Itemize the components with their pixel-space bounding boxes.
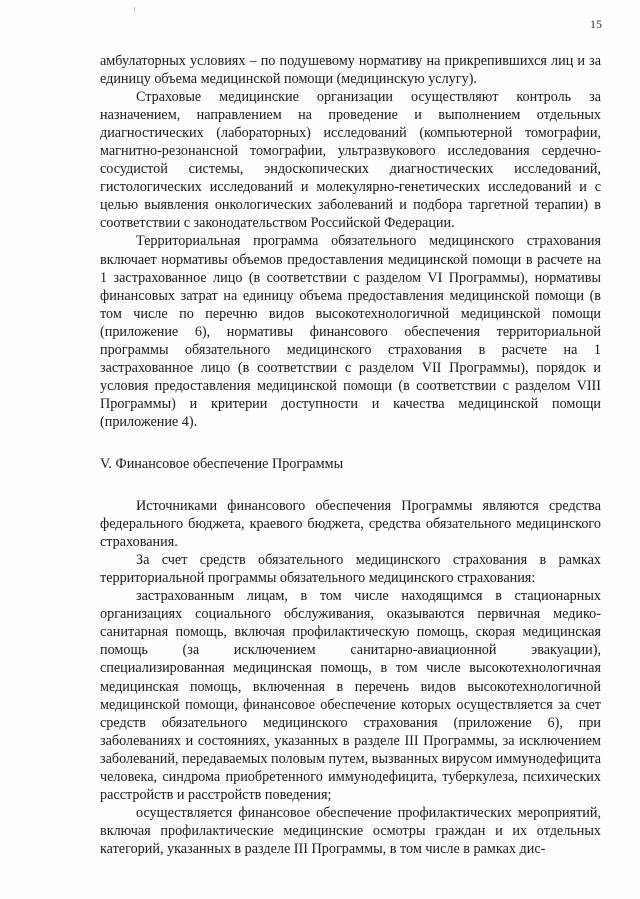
document-body <box>100 52 601 858</box>
page-number: 15 <box>590 17 602 31</box>
section-title: V. Финансовое обеспечение Программы <box>100 455 344 472</box>
paragraph-preventive-measures: осуществляется финансовое обеспечение профилактических мероприятий, включая профилактические медицинские осмотры граждан и их отдельных категорий, указанных в разделе III Программы, в том числе в рамках дис- <box>100 804 601 857</box>
paragraph-oms-funds: За счет средств обязательного медицинского страхования в рамках территориальной программы обязательного медицинского страхования: <box>100 552 601 587</box>
paragraph-insured-persons: застрахованным лицам, в том числе находящимся в стационарных организациях социального обслуживания, оказываются первичная медико-санитарная помощь, включая профилактическую помощь, скорая медицинская помощь (за исключением санитарно-авиационной эвакуации), специализированная медицинская помощь, в том числе высокотехнологичная медицинская помощь, включенная в перечень видов высокотехнологичной медицинской помощи, финансовое обеспечение которых осуществляется за счет средств обязательного медицинского страхования (приложение 6), при заболеваниях и состояниях, указанных в разделе III Программы, за исключением заболеваний, передаваемых половым путем, вызванных вирусом иммунодефицита человека, синдрома приобретенного иммунодефицита, туберкулеза, психических расстройств и расстройств поведения; <box>100 588 601 803</box>
paragraph-continuation: амбулаторных условиях – по подушевому нормативу на прикрепившихся лиц и за единицу объема медицинской помощи (медицинскую услугу). <box>100 53 601 88</box>
paragraph-territorial-program: Территориальная программа обязательного медицинского страхования включает нормативы объемов предоставления медицинской помощи в расчете на 1 застрахованное лицо (в соответствии с разделом VI Программы), нормативы финансовых затрат на единицу объема предоставления медицинской помощи (в том числе по перечню видов высокотехнологичной медицинской помощи (приложение 6), нормативы финансового обеспечения территориальной программы обязательного медицинского страхования в расчете на 1 застрахованное лицо (в соответствии с разделом VII Программы), порядок и условия предоставления медицинской помощи (в соответствии с разделом VIII Программы) и критерии доступности и качества медицинской помощи (приложение 4). <box>100 233 601 430</box>
paragraph-funding-sources: Источниками финансового обеспечения Программы являются средства федерального бюджета, краевого бюджета, средства обязательного медицинского страхования. <box>100 498 601 551</box>
scan-artifact <box>134 7 135 12</box>
paragraph-insurance-control: Страховые медицинские организации осуществляют контроль за назначением, направлением на проведение и выполнением отдельных диагностических (лабораторных) исследований (компьютерной томографии, магнитно-резонансной томографии, ультразвукового исследования сердечно-сосудистой системы, эндоскопических диагностических исследований, гистологических исследований и молекулярно-генетических исследований и с целью выявления онкологических заболеваний и подбора таргетной терапии) в соответствии с законодательством Российской Федерации. <box>100 89 601 232</box>
